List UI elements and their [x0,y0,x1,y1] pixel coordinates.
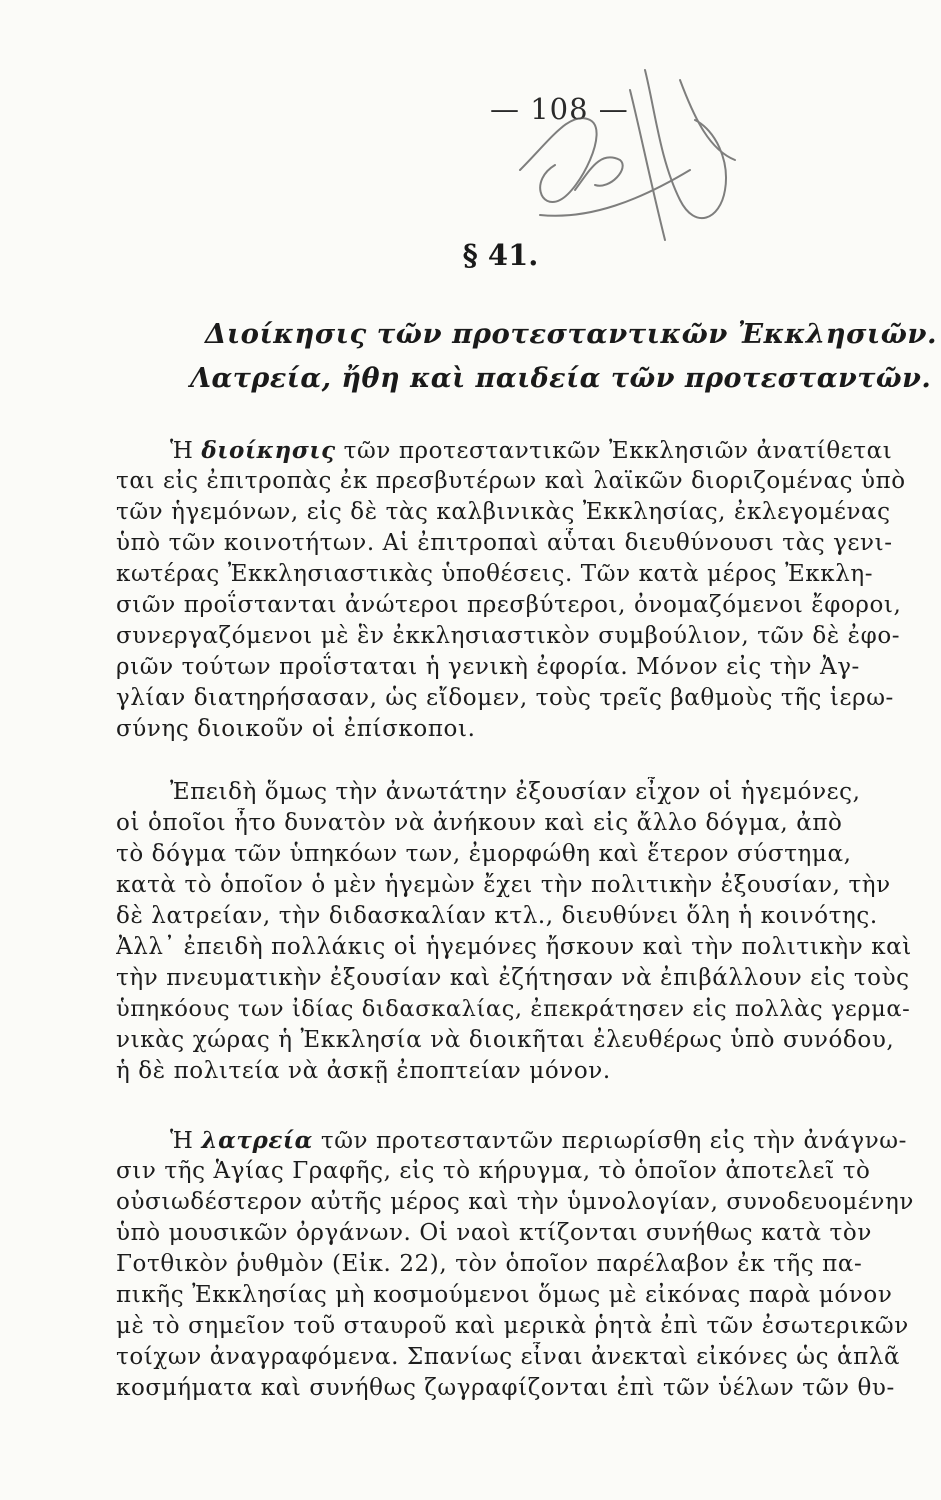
text-line: οἱ ὁποῖοι ἦτο δυνατὸν νὰ ἀνήκουν καὶ εἰς ἄλλο δόγμα, ἀπὸ [116,810,843,836]
text-line: ὑπηκόους των ἰδίας διδασκαλίας, ἐπεκράτησεν εἰς πολλὰς γερμα- [116,996,911,1022]
text-line: νικὰς χώρας ἡ Ἐκκλησία νὰ διοικῆται ἐλευθέρως ὑπὸ συνόδου, [116,1027,895,1053]
paragraph-worship [116,1125,916,1404]
paragraph-rulers [116,777,916,1087]
text-line: οὐσιωδέστερον αὐτῆς μέρος καὶ τὴν ὑμνολογίαν, συνοδευομένην [116,1189,914,1215]
text-line: τὸ δόγμα τῶν ὑπηκόων των, ἐμορφώθη καὶ ἕτερον σύστημα, [116,841,852,867]
text-line: σύνης διοικοῦν οἱ ἐπίσκοποι. [116,716,476,742]
text-line: ὑπὸ τῶν κοινοτήτων. Αἱ ἐπιτροπαὶ αὗται διευθύνουσι τὰς γενι- [116,530,893,556]
text-line: ἡ δὲ πολιτεία νὰ ἀσκῇ ἐποπτείαν μόνον. [116,1058,611,1084]
text-line: Ἡ διοίκησις τῶν προτεσταντικῶν Ἐκκλησιῶν ἀνατίθεται [170,437,893,464]
text-line: πικῆς Ἐκκλησίας μὴ κοσμούμενοι ὅμως μὲ εἰκόνας παρὰ μόνον [116,1282,893,1308]
text-line: Γοτθικὸν ῥυθμὸν (Εἰκ. 22), τὸν ὁποῖον παρέλαβον ἐκ τῆς πα- [116,1251,863,1277]
section-title-line-2: Λατρεία, ἤθη καὶ παιδεία τῶν προτεσταντῶν. [190,363,932,394]
text-line: Ἡ λατρεία τῶν προτεσταντῶν περιωρίσθη εἰς τὴν ἀνάγνω- [170,1127,907,1154]
section-title-line-1: Διοίκησις τῶν προτεσταντικῶν Ἐκκλησιῶν. [205,318,938,350]
text-line: ται εἰς ἐπιτροπὰς ἐκ πρεσβυτέρων καὶ λαϊκῶν διοριζομένας ὑπὸ [116,468,906,494]
text-line: Ἐπειδὴ ὅμως τὴν ἀνωτάτην ἐξουσίαν εἶχον οἱ ἡγεμόνες, [170,779,861,805]
text-line: τοίχων ἀναγραφόμενα. Σπανίως εἶναι ἀνεκταὶ εἰκόνες ὡς ἁπλᾶ [116,1344,901,1370]
text-line: τὴν πνευματικὴν ἐξουσίαν καὶ ἐζήτησαν νὰ ἐπιβάλλουν εἰς τοὺς [116,965,910,991]
text-line: μὲ τὸ σημεῖον τοῦ σταυροῦ καὶ μερικὰ ῥητὰ ἐπὶ τῶν ἐσωτερικῶν [116,1313,909,1339]
emphasized-term: διοίκησις [201,437,336,464]
text-line: σιῶν προΐστανται ἀνώτεροι πρεσβύτεροι, ὀνομαζόμενοι ἔφοροι, [116,592,902,618]
text-line: συνεργαζόμενοι μὲ ἓν ἐκκλησιαστικὸν συμβούλιον, τῶν δὲ ἐφο- [116,623,901,649]
text-line: κωτέρας Ἐκκλησιαστικὰς ὑποθέσεις. Τῶν κατὰ μέρος Ἐκκλη- [116,561,874,587]
paragraph-administration [116,435,916,745]
text-line: κοσμήματα καὶ συνήθως ζωγραφίζονται ἐπὶ τῶν ὑέλων τῶν θυ- [116,1375,895,1401]
section-number: § 41. [462,238,539,272]
text-line: ὑπὸ μουσικῶν ὀργάνων. Οἱ ναοὶ κτίζονται συνήθως κατὰ τὸν [116,1220,872,1246]
text-line: σιν τῆς Ἁγίας Γραφῆς, εἰς τὸ κήρυγμα, τὸ ὁποῖον ἀποτελεῖ τὸ [116,1158,871,1184]
text-line: Ἀλλ᾽ ἐπειδὴ πολλάκις οἱ ἡγεμόνες ἤσκουν καὶ τὴν πολιτικὴν καὶ [116,934,912,960]
page-number: — 108 — [490,92,629,126]
text-line: δὲ λατρείαν, τὴν διδασκαλίαν κτλ., διευθύνει ὅλη ἡ κοινότης. [116,903,878,929]
text-line: ριῶν τούτων προΐσταται ἡ γενικὴ ἐφορία. Μόνον εἰς τὴν Ἀγ- [116,654,860,680]
text-line: τῶν ἡγεμόνων, εἰς δὲ τὰς καλβινικὰς Ἐκκλησίας, ἐκλεγομένας [116,499,891,525]
emphasized-term: λατρεία [201,1127,313,1154]
text-line: κατὰ τὸ ὁποῖον ὁ μὲν ἡγεμὼν ἔχει τὴν πολιτικὴν ἐξουσίαν, τὴν [116,872,891,898]
text-line: γλίαν διατηρήσασαν, ὡς εἴδομεν, τοὺς τρεῖς βαθμοὺς τῆς ἱερω- [116,685,894,711]
